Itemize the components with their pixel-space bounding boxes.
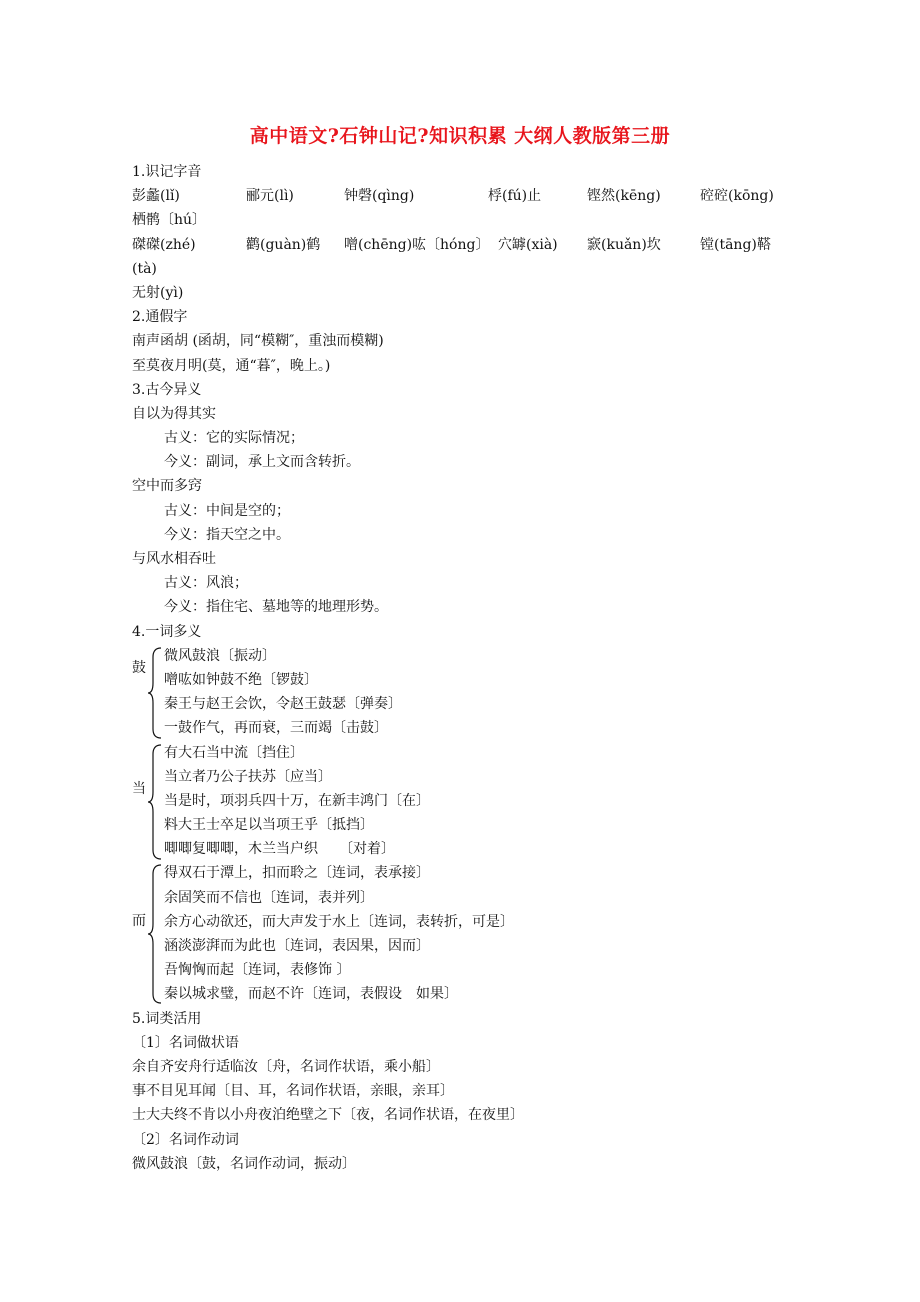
polysemy-char: 而 [132,913,146,930]
usage-line: 微风鼓浪〔鼓，名词作动词，振动〕 [132,1155,356,1172]
polysemy-group-dang [132,741,892,862]
polysemy-item: 当是时，项羽兵四十万，在新丰鸿门〔在〕 [164,792,430,809]
gujin-new-meaning: 今义：指住宅、墓地等的地理形势。 [164,599,388,616]
polysemy-group-gu [132,644,892,741]
polysemy-item: 当立者乃公子扶苏〔应当〕 [164,768,332,785]
polysemy-item: 得双石于潭上，扣而聆之〔连词，表承接〕 [164,865,430,882]
pinyin-item: 噌(chēng)吰〔hóng〕 [344,236,490,253]
tongjia-line: 至莫夜月明(莫，通“暮″，晚上。) [132,357,331,374]
subsection-heading: 〔2〕名词作动词 [132,1131,239,1148]
gujin-phrase: 自以为得其实 [132,405,216,422]
left-brace-icon [147,647,163,739]
left-brace-icon [147,864,163,1004]
pinyin-item: 镗(tāng)鞳 [700,236,771,253]
section-4-heading: 4.一词多义 [132,623,202,640]
polysemy-item: 吾恟恟而起〔连词，表修饰 〕 [164,962,351,979]
pinyin-item: 铿然(kēng) [587,188,661,205]
polysemy-item: 唧唧复唧唧，木兰当户织 〔对着〕 [164,841,395,858]
gujin-old-meaning: 古义：中间是空的； [164,502,290,519]
polysemy-group-er [132,861,892,1006]
section-3-heading: 3.古今异义 [132,381,202,398]
pinyin-item: 窾(kuǎn)坎 [587,236,661,253]
pinyin-row-1-wrap: 栖鹘〔hú〕 [132,212,207,229]
usage-line: 士大夫终不肯以小舟夜泊绝壁之下〔夜，名词作状语，在夜里〕 [132,1107,524,1124]
gujin-new-meaning: 今义：指天空之中。 [164,526,290,543]
polysemy-item: 微风鼓浪〔振动〕 [164,647,276,664]
gujin-old-meaning: 古义：它的实际情况； [164,430,304,447]
section-1-heading: 1.识记字音 [132,164,202,180]
pinyin-item: 鹳(guàn)鹤 [246,236,321,253]
pinyin-item: 硿硿(kōng) [700,188,774,205]
polysemy-item: 有大石当中流〔挡住〕 [164,744,304,761]
pinyin-item: 桴(fú)止 [488,188,542,205]
subsection-heading: 〔1〕名词做状语 [132,1034,239,1051]
polysemy-char: 鼓 [132,659,146,676]
polysemy-item: 料大王士卒足以当项王乎〔抵挡〕 [164,817,374,834]
pinyin-item: 磔磔(zhé) [132,236,196,253]
pinyin-row-3: 无射(yì) [132,284,184,301]
polysemy-item: 噌吰如钟鼓不绝〔锣鼓〕 [164,671,318,688]
section-5-heading: 5.词类活用 [132,1010,202,1027]
left-brace-icon [147,744,163,860]
pinyin-item: 彭蠡(lǐ) [132,188,180,205]
polysemy-item: 余固笑而不信也〔连词，表并列〕 [164,889,374,906]
usage-line: 余自齐安舟行适临汝〔舟，名词作状语，乘小船〕 [132,1058,440,1075]
polysemy-item: 余方心动欲还，而大声发于水上〔连词，表转折，可是〕 [164,913,514,930]
pinyin-row-2-wrap: (tà) [132,260,157,277]
section-2-heading: 2.通假字 [132,309,188,326]
gujin-new-meaning: 今义：副词，承上文而含转折。 [164,454,360,471]
document-body [132,160,892,1176]
tongjia-line: 南声函胡 (函胡，同“模糊″，重浊而模糊) [132,333,384,350]
polysemy-item: 一鼓作气，再而衰，三而竭〔击鼓〕 [164,720,388,737]
polysemy-char: 当 [132,780,146,797]
pinyin-row-2 [132,233,892,257]
gujin-phrase: 与风水相吞吐 [132,551,216,567]
pinyin-row-1 [132,184,892,208]
page-title: 高中语文?石钟山记?知识积累 大纲人教版第三册 [249,125,671,147]
polysemy-item: 秦以城求璧，而赵不许〔连词，表假设 如果〕 [164,986,458,1003]
usage-line: 事不目见耳闻〔目、耳，名词作状语，亲眼，亲耳〕 [132,1083,454,1100]
polysemy-item: 秦王与赵王会饮，令赵王鼓瑟〔弹奏〕 [164,696,402,713]
pinyin-item: 穴罅(xià) [498,236,558,253]
pinyin-item: 郦元(lì) [246,188,294,205]
pinyin-item: 钟磬(qìng) [344,188,415,205]
gujin-phrase: 空中而多窍 [132,478,202,495]
gujin-old-meaning: 古义：风浪； [164,575,248,592]
polysemy-item: 涵淡澎湃而为此也〔连词，表因果，因而〕 [164,938,430,954]
